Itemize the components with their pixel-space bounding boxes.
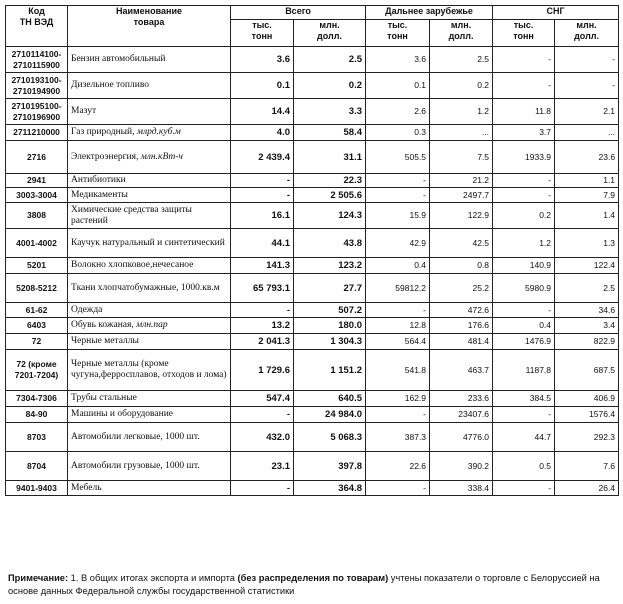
total-usd-cell: 397.8: [294, 452, 366, 481]
table-row: [6, 303, 619, 318]
far-tons-cell: -: [366, 303, 430, 318]
name-cell: [68, 47, 231, 73]
table-row: [6, 318, 619, 334]
far-tons-cell: -: [366, 481, 430, 496]
total-usd-cell: 1 304.3: [294, 334, 366, 350]
code-header-label: Код: [28, 6, 45, 16]
name-cell: [68, 350, 231, 391]
cis-usd-cell: 687.5: [555, 350, 619, 391]
far-tons-cell: 2.6: [366, 99, 430, 125]
name-text: Волокно хлопковое,нечесаное: [71, 260, 194, 270]
cis-usd-cell: 822.9: [555, 334, 619, 350]
total-usd-cell: 1 151.2: [294, 350, 366, 391]
unit-usd-a: млн.: [319, 20, 340, 30]
name-text: Бензин автомобильный: [71, 54, 166, 64]
total-tons-cell: 432.0: [231, 423, 294, 452]
code-cell: 84-90: [6, 407, 68, 423]
far-usd-cell: 481.4: [430, 334, 493, 350]
total-usd-cell: 640.5: [294, 391, 366, 407]
name-cell: [68, 125, 231, 141]
total-usd-cell: 123.2: [294, 258, 366, 274]
unit-header-tons: [231, 20, 294, 47]
unit-tons-a: тыс.: [513, 20, 534, 30]
name-text: Трубы стальные: [71, 393, 137, 403]
cis-tons-cell: 0.5: [493, 452, 555, 481]
cis-tons-cell: 1187.8: [493, 350, 555, 391]
name-cell: [68, 174, 231, 188]
cis-usd-cell: 406.9: [555, 391, 619, 407]
far-usd-cell: 25.2: [430, 274, 493, 303]
name-cell: [68, 274, 231, 303]
table-row: [6, 47, 619, 73]
far-tons-cell: 162.9: [366, 391, 430, 407]
total-tons-cell: 44.1: [231, 229, 294, 258]
cis-usd-cell: 1.4: [555, 203, 619, 229]
far-usd-cell: 2.5: [430, 47, 493, 73]
table-row: [6, 391, 619, 407]
code-cell: 61-62: [6, 303, 68, 318]
table-row: [6, 423, 619, 452]
name-header: [68, 6, 231, 47]
far-tons-cell: 387.3: [366, 423, 430, 452]
total-tons-cell: -: [231, 188, 294, 203]
table-row: [6, 350, 619, 391]
table-row: [6, 141, 619, 174]
cis-tons-cell: 5980.9: [493, 274, 555, 303]
far-usd-cell: 0.8: [430, 258, 493, 274]
unit-tons-b: тонн: [251, 31, 273, 41]
total-tons-cell: 0.1: [231, 73, 294, 99]
far-usd-cell: 42.5: [430, 229, 493, 258]
far-tons-cell: -: [366, 188, 430, 203]
table-row: [6, 125, 619, 141]
far-abroad-header: Дальнее зарубежье: [366, 6, 493, 20]
name-text: Черные металлы: [71, 336, 139, 346]
far-usd-cell: 0.2: [430, 73, 493, 99]
cis-tons-cell: 140.9: [493, 258, 555, 274]
code-cell: 8704: [6, 452, 68, 481]
cis-tons-cell: 1933.9: [493, 141, 555, 174]
footnote-label: Примечание:: [8, 573, 69, 583]
cis-tons-cell: -: [493, 188, 555, 203]
total-usd-cell: 364.8: [294, 481, 366, 496]
unit-header-tons: [366, 20, 430, 47]
far-usd-cell: 176.6: [430, 318, 493, 334]
total-usd-cell: 27.7: [294, 274, 366, 303]
far-usd-cell: 390.2: [430, 452, 493, 481]
total-tons-cell: 16.1: [231, 203, 294, 229]
code-cell: 2941: [6, 174, 68, 188]
table-row: [6, 481, 619, 496]
far-tons-cell: -: [366, 174, 430, 188]
cis-tons-cell: 0.2: [493, 203, 555, 229]
far-tons-cell: 3.6: [366, 47, 430, 73]
total-usd-cell: 124.3: [294, 203, 366, 229]
far-usd-cell: 4776.0: [430, 423, 493, 452]
name-text: Мебель: [71, 482, 102, 493]
total-tons-cell: 14.4: [231, 99, 294, 125]
name-cell: [68, 141, 231, 174]
header-row-1: [6, 6, 619, 20]
table-row: [6, 229, 619, 258]
cis-tons-cell: -: [493, 47, 555, 73]
table-row: [6, 203, 619, 229]
far-tons-cell: 59812.2: [366, 274, 430, 303]
unit-tons-a: тыс.: [387, 20, 408, 30]
far-tons-cell: 564.4: [366, 334, 430, 350]
total-tons-cell: -: [231, 174, 294, 188]
name-text: Автомобили легковые, 1000 шт.: [71, 431, 200, 442]
cis-usd-cell: 2.1: [555, 99, 619, 125]
total-usd-cell: 180.0: [294, 318, 366, 334]
name-text: Дизельное топливо: [71, 80, 150, 90]
cis-usd-cell: 34.6: [555, 303, 619, 318]
code-cell: 72: [6, 334, 68, 350]
cis-tons-cell: 1.2: [493, 229, 555, 258]
unit-usd-a: млн.: [450, 20, 472, 30]
code-cell: 2711210000: [6, 125, 68, 141]
name-cell: [68, 318, 231, 334]
table-row: [6, 407, 619, 423]
cis-usd-cell: 1.1: [555, 174, 619, 188]
unit-header-tons: [493, 20, 555, 47]
cis-tons-cell: -: [493, 73, 555, 99]
code-header-sub: ТН ВЭД: [19, 17, 54, 27]
unit-tons-a: тыс.: [252, 20, 272, 30]
unit-header-usd: [430, 20, 493, 47]
code-cell: 7304-7306: [6, 391, 68, 407]
table-row: [6, 274, 619, 303]
cis-usd-cell: ...: [555, 125, 619, 141]
total-usd-cell: 507.2: [294, 303, 366, 318]
name-text: Электроэнергия,: [71, 151, 139, 162]
code-cell: 9401-9403: [6, 481, 68, 496]
name-text: Каучук натуральный и синтетический: [71, 237, 225, 248]
name-text: Одежда: [71, 304, 103, 315]
cis-tons-cell: 3.7: [493, 125, 555, 141]
cis-usd-cell: 2.5: [555, 274, 619, 303]
import-table: [5, 5, 619, 496]
total-tons-cell: 2 041.3: [231, 334, 294, 350]
cis-usd-cell: 292.3: [555, 423, 619, 452]
name-text: Машины и оборудование: [71, 409, 174, 419]
cis-usd-cell: 3.4: [555, 318, 619, 334]
name-cell: [68, 188, 231, 203]
name-text: Автомобили грузовые, 1000 шт.: [71, 460, 200, 471]
unit-text: млн.кВт-ч: [140, 151, 183, 162]
name-header-label: Наименование: [115, 6, 183, 16]
unit-usd-b: долл.: [448, 31, 474, 41]
far-usd-cell: 122.9: [430, 203, 493, 229]
total-tons-cell: -: [231, 303, 294, 318]
table-row: [6, 258, 619, 274]
code-cell: 72 (кроме 7201-7204): [6, 350, 68, 391]
name-header-sub: товара: [133, 17, 165, 27]
name-text: Мазут: [71, 106, 97, 116]
name-text: Химические средства защиты растений: [71, 204, 192, 226]
table-row: [6, 99, 619, 125]
far-usd-cell: ...: [430, 125, 493, 141]
far-usd-cell: 21.2: [430, 174, 493, 188]
unit-text: млн.пар: [136, 320, 168, 330]
code-cell: 4001-4002: [6, 229, 68, 258]
table-row: [6, 188, 619, 203]
far-tons-cell: 505.5: [366, 141, 430, 174]
name-cell: [68, 452, 231, 481]
name-text: Черные металлы (кроме чугуна,ферросплавов, отходов и лома): [71, 359, 227, 380]
cis-tons-cell: 0.4: [493, 318, 555, 334]
cis-usd-cell: -: [555, 47, 619, 73]
far-usd-cell: 23407.6: [430, 407, 493, 423]
code-cell: 6403: [6, 318, 68, 334]
unit-header-usd: [555, 20, 619, 47]
far-usd-cell: 233.6: [430, 391, 493, 407]
code-cell: 2716: [6, 141, 68, 174]
cis-usd-cell: 1.3: [555, 229, 619, 258]
far-usd-cell: 2497.7: [430, 188, 493, 203]
total-usd-cell: 22.3: [294, 174, 366, 188]
far-tons-cell: -: [366, 407, 430, 423]
table-row: [6, 452, 619, 481]
name-cell: [68, 334, 231, 350]
table-body: [6, 47, 619, 496]
code-cell: 2710193100- 2710194900: [6, 73, 68, 99]
total-tons-cell: 2 439.4: [231, 141, 294, 174]
code-cell: 2710195100- 2710196900: [6, 99, 68, 125]
far-usd-cell: 472.6: [430, 303, 493, 318]
code-cell: 5208-5212: [6, 274, 68, 303]
total-usd-cell: 5 068.3: [294, 423, 366, 452]
code-cell: 5201: [6, 258, 68, 274]
total-tons-cell: 141.3: [231, 258, 294, 274]
far-tons-cell: 22.6: [366, 452, 430, 481]
code-cell: 8703: [6, 423, 68, 452]
name-text: Обувь кожаная,: [71, 320, 134, 330]
total-header: Всего: [231, 6, 366, 20]
total-usd-cell: 2.5: [294, 47, 366, 73]
name-text: Ткани хлопчатобумажные, 1000.кв.м: [71, 282, 220, 293]
far-tons-cell: 42.9: [366, 229, 430, 258]
total-tons-cell: 23.1: [231, 452, 294, 481]
total-tons-cell: 65 793.1: [231, 274, 294, 303]
far-tons-cell: 0.1: [366, 73, 430, 99]
total-tons-cell: 13.2: [231, 318, 294, 334]
cis-header: СНГ: [493, 6, 619, 20]
total-usd-cell: 3.3: [294, 99, 366, 125]
total-tons-cell: 3.6: [231, 47, 294, 73]
far-usd-cell: 1.2: [430, 99, 493, 125]
cis-usd-cell: 26.4: [555, 481, 619, 496]
cis-usd-cell: 1576.4: [555, 407, 619, 423]
unit-usd-a: млн.: [576, 20, 597, 30]
far-tons-cell: 541.8: [366, 350, 430, 391]
footnote-text-2: учтены показатели о торговле с Белоруссией на основе данных Федеральной службы государственной статистики: [8, 573, 600, 596]
code-cell: 3003-3004: [6, 188, 68, 203]
far-tons-cell: 0.3: [366, 125, 430, 141]
name-cell: [68, 258, 231, 274]
table-row: [6, 73, 619, 99]
total-usd-cell: 58.4: [294, 125, 366, 141]
table-row: [6, 334, 619, 350]
table-row: [6, 174, 619, 188]
total-tons-cell: 4.0: [231, 125, 294, 141]
name-cell: [68, 229, 231, 258]
footnote: [8, 572, 608, 598]
unit-header-usd: [294, 20, 366, 47]
cis-tons-cell: 44.7: [493, 423, 555, 452]
unit-tons-b: тонн: [387, 31, 408, 41]
unit-usd-b: долл.: [574, 31, 599, 41]
far-tons-cell: 12.8: [366, 318, 430, 334]
code-cell: 2710114100- 2710115900: [6, 47, 68, 73]
name-cell: [68, 99, 231, 125]
total-tons-cell: -: [231, 481, 294, 496]
unit-usd-b: долл.: [317, 31, 342, 41]
cis-usd-cell: -: [555, 73, 619, 99]
cis-usd-cell: 23.6: [555, 141, 619, 174]
far-tons-cell: 0.4: [366, 258, 430, 274]
cis-tons-cell: -: [493, 481, 555, 496]
cis-tons-cell: -: [493, 407, 555, 423]
far-usd-cell: 338.4: [430, 481, 493, 496]
total-tons-cell: 1 729.6: [231, 350, 294, 391]
name-text: Медикаменты: [71, 189, 128, 200]
name-cell: [68, 73, 231, 99]
far-tons-cell: 15.9: [366, 203, 430, 229]
name-cell: [68, 203, 231, 229]
footnote-bold: (без распределения по товарам): [237, 573, 389, 583]
name-cell: [68, 481, 231, 496]
cis-tons-cell: -: [493, 174, 555, 188]
name-cell: [68, 423, 231, 452]
unit-tons-b: тонн: [513, 31, 534, 41]
cis-usd-cell: 7.6: [555, 452, 619, 481]
total-tons-cell: 547.4: [231, 391, 294, 407]
name-text: Газ природный,: [71, 127, 135, 137]
far-usd-cell: 463.7: [430, 350, 493, 391]
document-page: [5, 5, 618, 496]
cis-tons-cell: 11.8: [493, 99, 555, 125]
total-usd-cell: 31.1: [294, 141, 366, 174]
far-usd-cell: 7.5: [430, 141, 493, 174]
code-cell: 3808: [6, 203, 68, 229]
name-cell: [68, 391, 231, 407]
total-usd-cell: 24 984.0: [294, 407, 366, 423]
cis-usd-cell: 7.9: [555, 188, 619, 203]
total-usd-cell: 43.8: [294, 229, 366, 258]
total-usd-cell: 2 505.6: [294, 188, 366, 203]
unit-text: млрд.куб.м: [136, 127, 181, 137]
cis-tons-cell: 384.5: [493, 391, 555, 407]
name-cell: [68, 303, 231, 318]
name-cell: [68, 407, 231, 423]
total-usd-cell: 0.2: [294, 73, 366, 99]
name-text: Антибиотики: [71, 175, 126, 185]
cis-usd-cell: 122.4: [555, 258, 619, 274]
cis-tons-cell: -: [493, 303, 555, 318]
total-tons-cell: -: [231, 407, 294, 423]
cis-tons-cell: 1476.9: [493, 334, 555, 350]
code-header: [6, 6, 68, 47]
footnote-text-1: 1. В общих итогах экспорта и импорта: [70, 573, 235, 583]
